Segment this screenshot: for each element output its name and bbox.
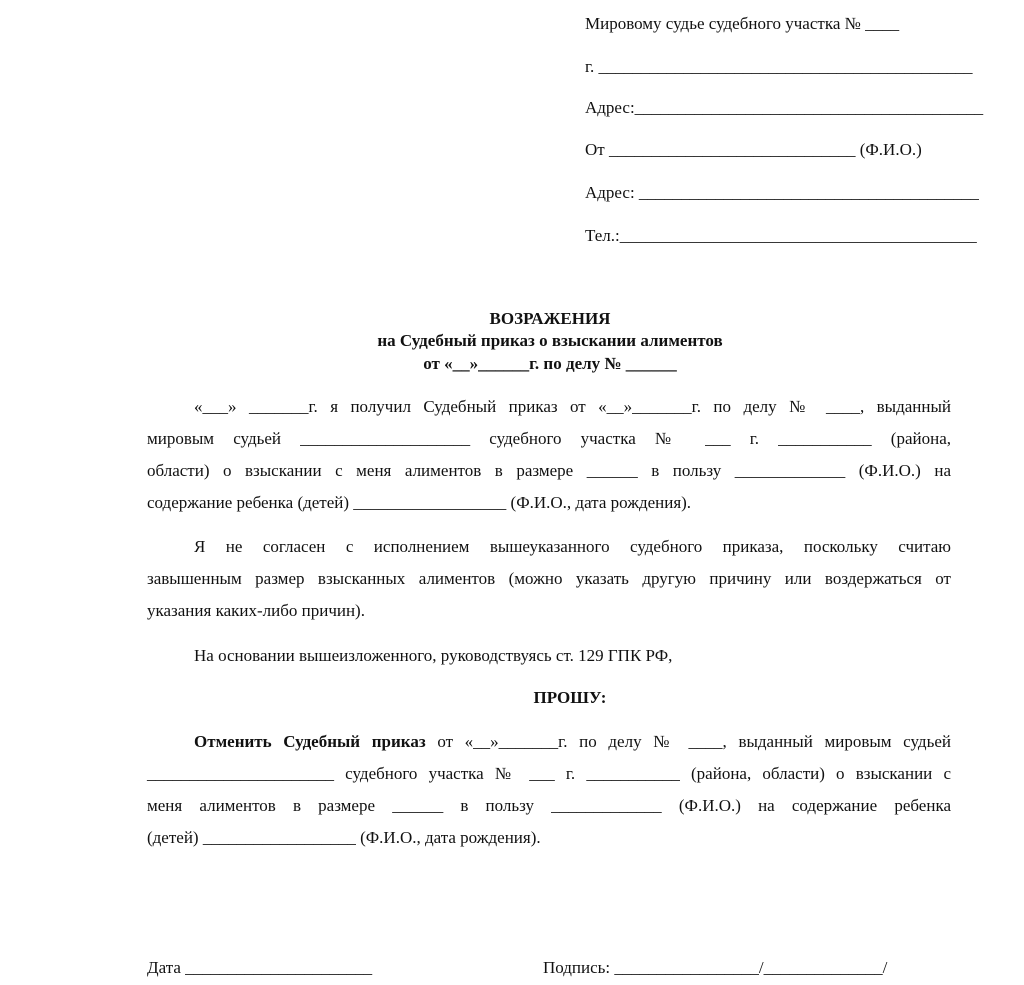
- para1-line: области) о взыскании с меня алиментов в размере ______ в пользу _____________ (Ф.И.О.) на: [147, 461, 951, 480]
- para3-text: На основании вышеизложенного, руководствуясь ст. 129 ГПК РФ,: [194, 646, 673, 665]
- para2-line: указания каких-либо причин).: [147, 601, 365, 620]
- header-address: Адрес:_________________________________________: [585, 98, 984, 117]
- header-from: От _____________________________ (Ф.И.О.): [585, 140, 922, 159]
- header-phone: Тел.:__________________________________________: [585, 226, 977, 245]
- para1-line: содержание ребенка (детей) __________________ (Ф.И.О., дата рождения).: [147, 493, 692, 512]
- para1-line: «___» _______г. я получил Судебный приказ от «__»_______г. по делу № ____, выданный: [194, 397, 951, 416]
- footer-date: Дата ______________________: [147, 958, 373, 977]
- para1-line: мировым судьей ____________________ судебного участка № ___ г. ___________ (района,: [147, 429, 951, 448]
- request-line: (детей) __________________ (Ф.И.О., дата рождения).: [147, 828, 541, 847]
- request-line: ______________________ судебного участка № ___ г. ___________ (района, области) о взыскании с: [147, 764, 951, 783]
- document-title: ВОЗРАЖЕНИЯ: [489, 309, 611, 328]
- para2-line: завышенным размер взысканных алиментов (можно указать другую причину или воздержаться от: [147, 569, 951, 588]
- footer-signature: Подпись: _________________/______________/: [543, 958, 888, 977]
- document-reference: от «__»______г. по делу № ______: [423, 354, 677, 373]
- document-subtitle: на Судебный приказ о взыскании алиментов: [377, 331, 723, 350]
- request-heading: ПРОШУ:: [533, 688, 607, 707]
- para2-line: Я не согласен с исполнением вышеуказанного судебного приказа, поскольку считаю: [194, 537, 951, 556]
- request-line: меня алиментов в размере ______ в пользу _____________ (Ф.И.О.) на содержание ребенка: [147, 796, 951, 815]
- header-judge: Мировому судье судебного участка № ____: [585, 14, 900, 33]
- header-city: г. ____________________________________________: [585, 57, 973, 76]
- header-applicant-address: Адрес: ________________________________________: [585, 183, 979, 202]
- request-line: [147, 731, 951, 753]
- request-line1-rest: от «__»_______г. по делу № ____, выданный мировым судьей: [425, 732, 951, 751]
- request-bold-lead: Отменить Судебный приказ: [194, 732, 426, 751]
